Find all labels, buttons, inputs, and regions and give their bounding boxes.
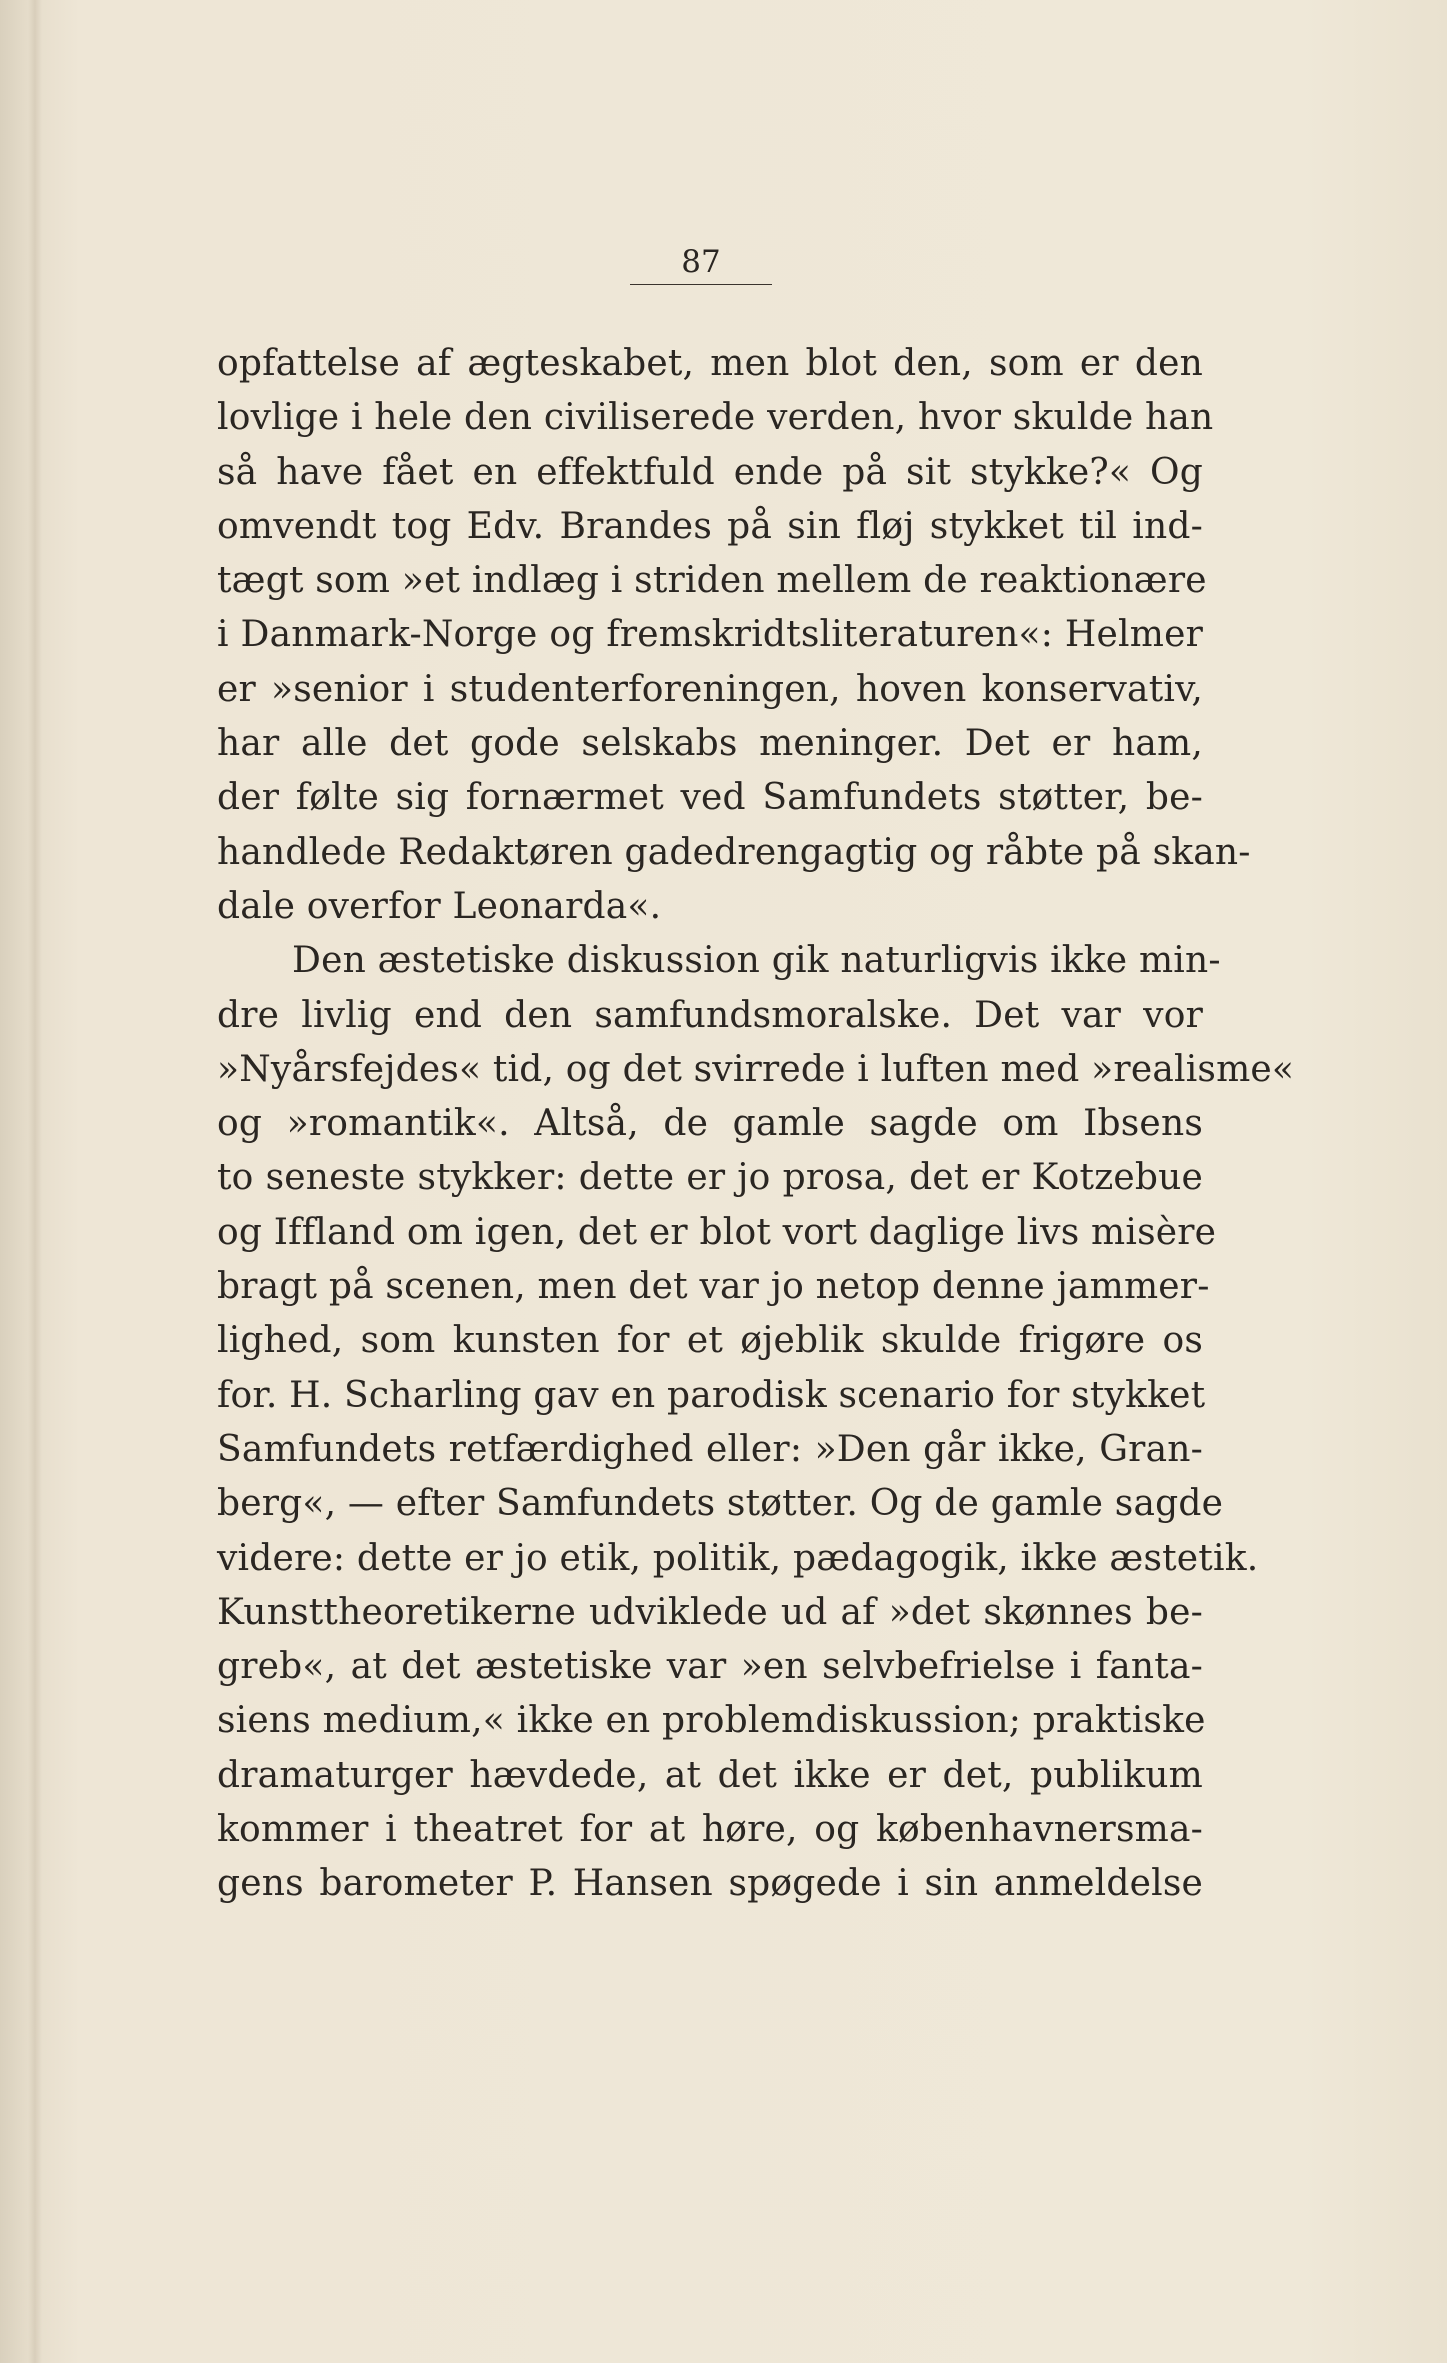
- text-line: dre livlig end den samfundsmoralske. Det var vor: [217, 994, 1203, 1036]
- text-line: tægt som »et indlæg i striden mellem de reaktionære: [217, 560, 1207, 602]
- text-line: der følte sig fornærmet ved Samfundets støtter, be-: [217, 777, 1203, 819]
- text-line: dale overfor Leonarda«.: [217, 885, 662, 927]
- text-line: og »romantik«. Altså, de gamle sagde om Ibsens: [217, 1103, 1203, 1145]
- text-line: Kunsttheoretikerne udviklede ud af »det skønnes be-: [217, 1591, 1203, 1633]
- text-line: opfattelse af ægteskabet, men blot den, som er den: [217, 343, 1203, 384]
- body-text: [217, 337, 1295, 1912]
- text-line: og Iffland om igen, det er blot vort daglige livs misère: [217, 1211, 1217, 1253]
- page-gutter-shadow: [28, 0, 42, 2363]
- text-line: har alle det gode selskabs meninger. Det er ham,: [217, 723, 1203, 765]
- text-line: Den æstetiske diskussion gik naturligvis ikke min-: [292, 940, 1221, 982]
- text-line: greb«, at det æstetiske var »en selvbefrielse i fanta-: [217, 1646, 1203, 1688]
- text-line: lovlige i hele den civiliserede verden, hvor skulde han: [217, 397, 1214, 439]
- text-line: gens barometer P. Hansen spøgede i sin anmeldelse: [217, 1863, 1203, 1905]
- text-line: Samfundets retfærdighed eller: »Den går ikke, Gran-: [217, 1428, 1203, 1470]
- text-line: dramaturger hævdede, at det ikke er det, publikum: [217, 1754, 1203, 1796]
- text-line: er »senior i studenterforeningen, hoven konservativ,: [217, 668, 1203, 710]
- text-line: lighed, som kunsten for et øjeblik skulde frigøre os: [217, 1320, 1203, 1362]
- text-line: »Nyårsfejdes« tid, og det svirrede i luften med »realisme«: [217, 1048, 1295, 1090]
- text-line: så have fået en effektfuld ende på sit stykke?« Og: [217, 451, 1203, 493]
- text-line: videre: dette er jo etik, politik, pædagogik, ikke æstetik.: [217, 1537, 1259, 1579]
- text-line: kommer i theatret for at høre, og københavnersma-: [217, 1809, 1203, 1851]
- text-line: omvendt tog Edv. Brandes på sin fløj stykket til ind-: [217, 505, 1203, 547]
- text-line: for. H. Scharling gav en parodisk scenario for stykket: [217, 1374, 1206, 1416]
- text-line: handlede Redaktøren gadedrengagtig og råbte på skan-: [217, 831, 1251, 873]
- page-number: 87: [630, 242, 772, 285]
- text-line: berg«, — efter Samfundets støtter. Og de gamle sagde: [217, 1483, 1224, 1525]
- text-line: bragt på scenen, men det var jo netop denne jammer-: [217, 1266, 1210, 1308]
- text-line: to seneste stykker: dette er jo prosa, det er Kotzebue: [217, 1157, 1203, 1199]
- text-line: siens medium,« ikke en problemdiskussion; praktiske: [217, 1700, 1206, 1742]
- text-line: i Danmark-Norge og fremskridtsliteraturen«: Helmer: [217, 614, 1203, 656]
